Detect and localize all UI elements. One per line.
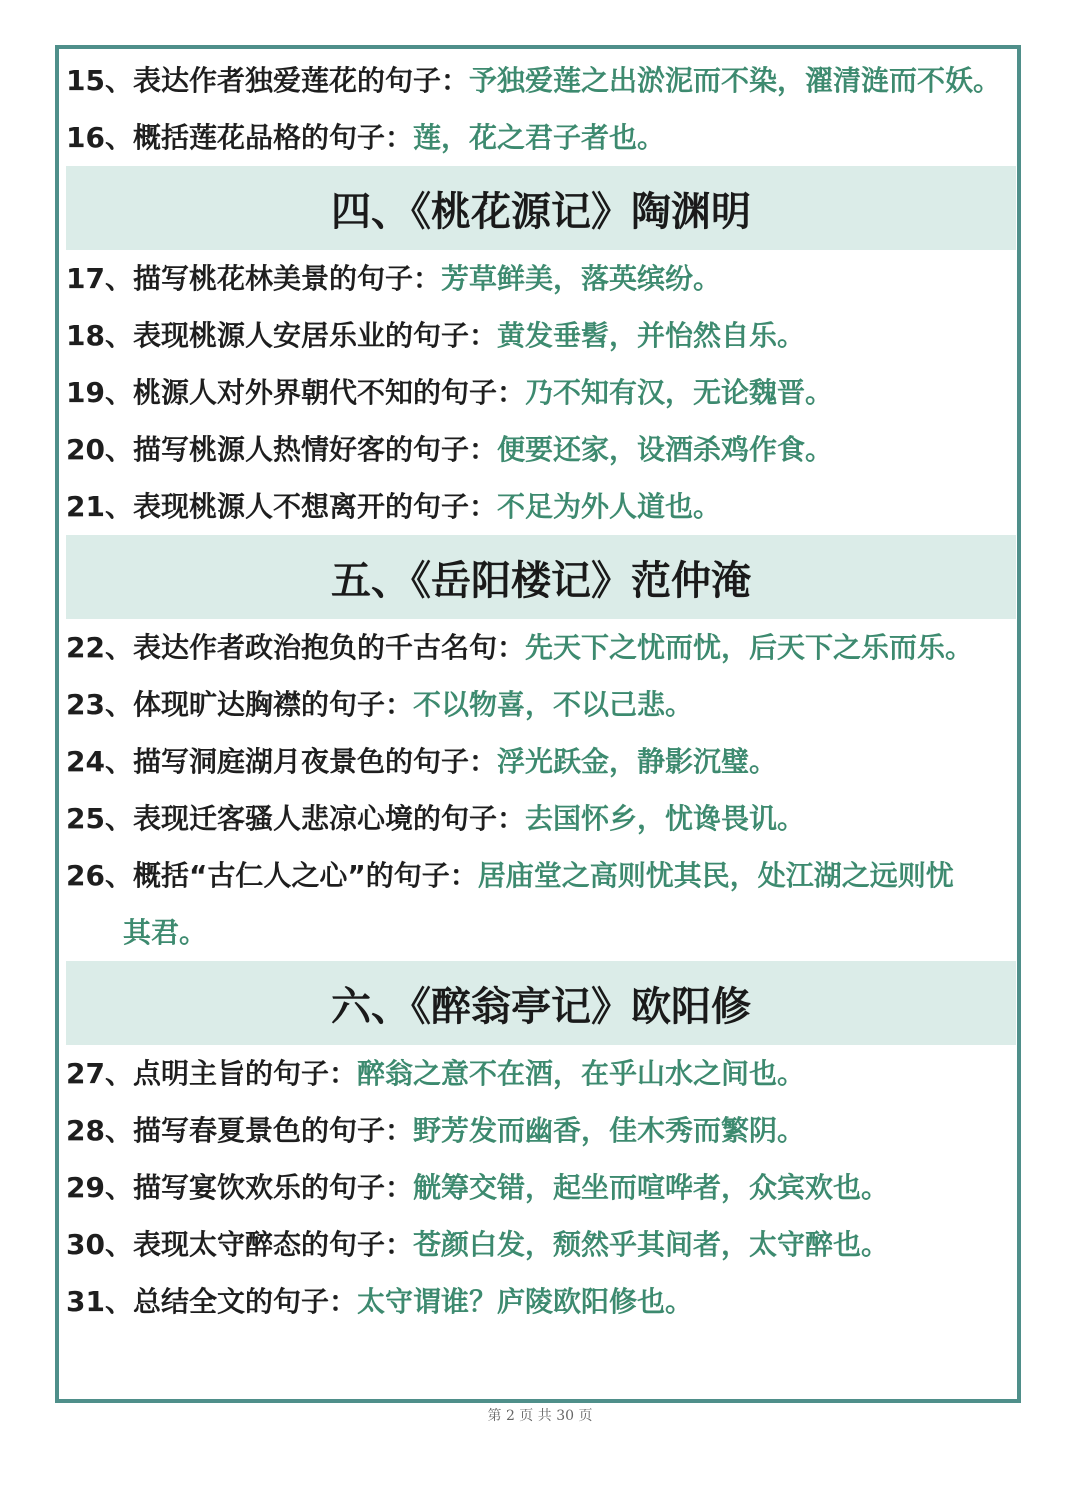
item-answer: 予独爱莲之出淤泥而不染，濯清涟而不妖。 <box>468 64 1001 97</box>
item-number: 18、 <box>66 319 133 352</box>
item-number: 20、 <box>66 433 133 466</box>
item-label: 表达作者独爱莲花的句子： <box>132 64 469 97</box>
item-answer: 不以物喜，不以己悲。 <box>412 688 693 721</box>
item-answer: 醉翁之意不在酒，在乎山水之间也。 <box>356 1057 805 1090</box>
section-heading: 四、《桃花源记》陶渊明 <box>66 166 1016 250</box>
item-label: 概括“古仁人之心”的句子： <box>132 859 478 892</box>
item-number: 22、 <box>66 631 133 664</box>
item-label: 描写洞庭湖月夜景色的句子： <box>132 745 497 778</box>
item-label: 表现迁客骚人悲凉心境的句子： <box>132 802 525 835</box>
item-answer: 居庙堂之高则忧其民，处江湖之远则忧 <box>477 859 954 892</box>
item-answer: 乃不知有汉，无论魏晋。 <box>524 376 833 409</box>
item-answer: 莲，花之君子者也。 <box>412 121 665 154</box>
list-item <box>66 1159 1016 1216</box>
section-heading: 六、《醉翁亭记》欧阳修 <box>66 961 1016 1045</box>
item-number: 30、 <box>66 1228 133 1261</box>
section-heading: 五、《岳阳楼记》范仲淹 <box>66 535 1016 619</box>
item-label: 描写春夏景色的句子： <box>132 1114 413 1147</box>
item-answer: 野芳发而幽香，佳木秀而繁阴。 <box>412 1114 805 1147</box>
item-label: 表现太守醉态的句子： <box>132 1228 413 1261</box>
list-item <box>66 307 1016 364</box>
item-number: 15、 <box>66 64 133 97</box>
item-answer: 浮光跃金，静影沉璧。 <box>496 745 777 778</box>
list-item <box>66 1045 1016 1102</box>
list-item <box>66 52 1016 109</box>
list-item <box>66 619 1016 676</box>
item-number: 24、 <box>66 745 133 778</box>
item-answer: 不足为外人道也。 <box>496 490 721 523</box>
list-item <box>66 847 1016 961</box>
item-answer: 黄发垂髫，并怡然自乐。 <box>496 319 805 352</box>
item-number: 23、 <box>66 688 133 721</box>
item-number: 26、 <box>66 859 133 892</box>
list-item <box>66 1273 1016 1330</box>
item-number: 27、 <box>66 1057 133 1090</box>
item-answer: 先天下之忧而忧，后天下之乐而乐。 <box>524 631 973 664</box>
item-label: 描写宴饮欢乐的句子： <box>132 1171 413 1204</box>
list-item <box>66 1102 1016 1159</box>
item-number: 17、 <box>66 262 133 295</box>
item-label: 概括莲花品格的句子： <box>132 121 413 154</box>
item-number: 28、 <box>66 1114 133 1147</box>
item-label: 总结全文的句子： <box>132 1285 357 1318</box>
item-label: 点明主旨的句子： <box>132 1057 357 1090</box>
item-number: 19、 <box>66 376 133 409</box>
item-label: 表达作者政治抱负的千古名句： <box>132 631 525 664</box>
item-answer: 去国怀乡，忧谗畏讥。 <box>524 802 805 835</box>
list-item <box>66 364 1016 421</box>
item-label: 描写桃源人热情好客的句子： <box>132 433 497 466</box>
document-content <box>66 52 1016 1330</box>
item-answer: 觥筹交错，起坐而喧哗者，众宾欢也。 <box>412 1171 889 1204</box>
list-item <box>66 421 1016 478</box>
item-label: 表现桃源人不想离开的句子： <box>132 490 497 523</box>
list-item <box>66 733 1016 790</box>
item-answer: 便要还家，设酒杀鸡作食。 <box>496 433 833 466</box>
item-answer: 芳草鲜美，落英缤纷。 <box>440 262 721 295</box>
item-label: 表现桃源人安居乐业的句子： <box>132 319 497 352</box>
list-item <box>66 676 1016 733</box>
item-answer: 苍颜白发，颓然乎其间者，太守醉也。 <box>412 1228 889 1261</box>
list-item <box>66 478 1016 535</box>
item-answer: 太守谓谁？庐陵欧阳修也。 <box>356 1285 693 1318</box>
list-item <box>66 790 1016 847</box>
item-number: 29、 <box>66 1171 133 1204</box>
item-number: 25、 <box>66 802 133 835</box>
item-label: 描写桃花林美景的句子： <box>132 262 441 295</box>
item-answer-continued: 其君。 <box>123 916 208 949</box>
list-item <box>66 250 1016 307</box>
item-number: 21、 <box>66 490 133 523</box>
list-item <box>66 109 1016 166</box>
page-footer: 第 2 页 共 30 页 <box>487 1408 593 1424</box>
item-number: 31、 <box>66 1285 133 1318</box>
item-label: 体现旷达胸襟的句子： <box>132 688 413 721</box>
list-item <box>66 1216 1016 1273</box>
item-number: 16、 <box>66 121 133 154</box>
item-label: 桃源人对外界朝代不知的句子： <box>132 376 525 409</box>
